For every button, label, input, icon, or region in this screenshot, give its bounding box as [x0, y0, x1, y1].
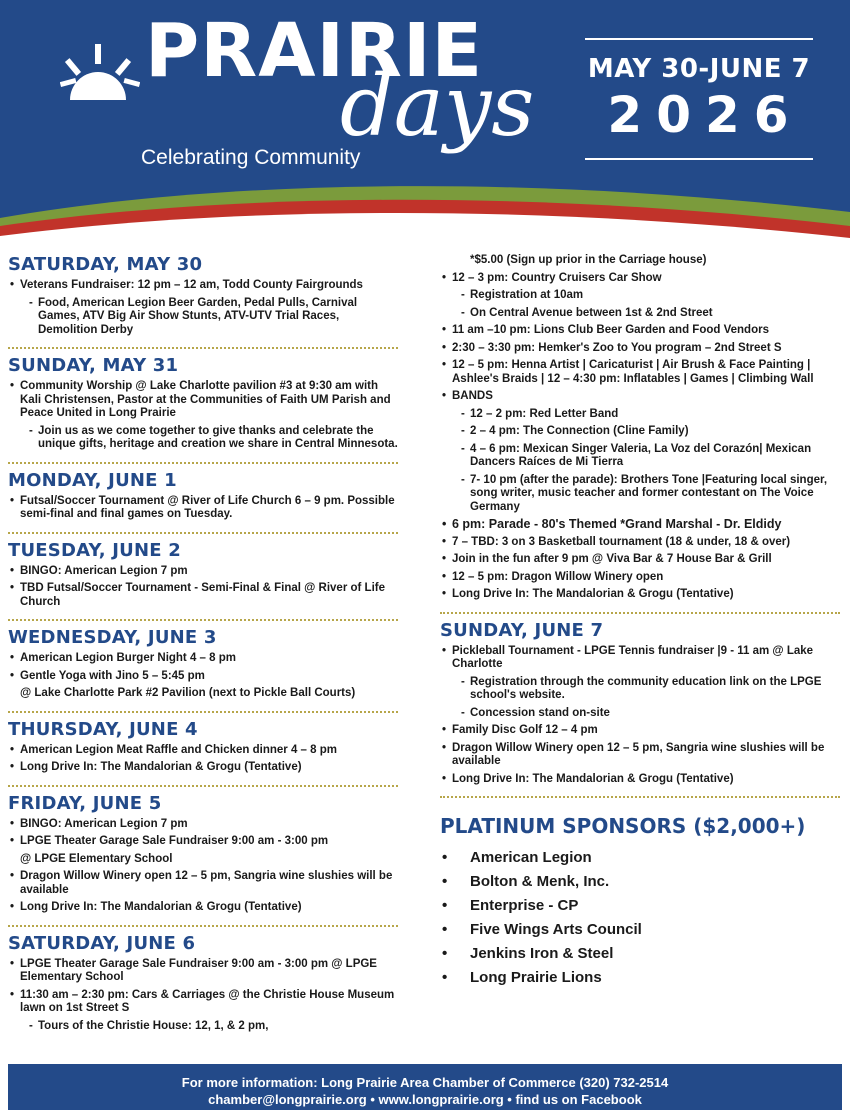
footer — [8, 1064, 842, 1110]
day-title: THURSDAY, JUNE 4 — [8, 718, 198, 740]
day-section — [8, 719, 398, 787]
day-title: SUNDAY, MAY 31 — [8, 355, 179, 376]
schedule-item: - 2 – 4 pm: The Connection (Cline Family) — [440, 425, 840, 439]
right-days — [440, 620, 840, 799]
day-section — [8, 793, 398, 927]
schedule-item: • 6 pm: Parade - 80's Themed *Grand Marshal - Dr. Eldidy — [440, 518, 840, 532]
day-title: MONDAY, JUNE 1 — [8, 469, 177, 491]
date-range: MAY 30-JUNE 7 — [587, 54, 811, 84]
schedule — [0, 248, 850, 1064]
sun-icon — [60, 42, 140, 102]
schedule-item: • BINGO: American Legion 7 pm — [8, 565, 398, 579]
day-section — [8, 254, 398, 349]
schedule-item: • American Legion Meat Raffle and Chicken dinner 4 – 8 pm — [8, 744, 398, 758]
schedule-item: • Long Drive In: The Mandalorian & Grogu (Tentative) — [8, 761, 398, 775]
sponsor-item: • Enterprise - CP — [440, 894, 840, 918]
schedule-item: • 12 – 5 pm: Henna Artist | Caricaturist | Air Brush & Face Painting | Ashlee's Braids | 12 – 4:30 pm: Inflatables | Games | Climbing Wall — [440, 359, 840, 386]
schedule-item: • Join in the fun after 9 pm @ Viva Bar & 7 House Bar & Grill — [440, 553, 840, 567]
schedule-item: - Concession stand on-site — [440, 707, 840, 721]
logo-prairie: PRAIRIE — [145, 8, 484, 94]
schedule-item: • Futsal/Soccer Tournament @ River of Life Church 6 – 9 pm. Possible semi-final and final games on Tuesday. — [8, 495, 398, 522]
day-section — [8, 933, 398, 1044]
schedule-item: - Registration through the community education link on the LPGE school's website. — [440, 676, 840, 703]
schedule-item: - 12 – 2 pm: Red Letter Band — [440, 408, 840, 422]
day-section — [8, 355, 398, 464]
schedule-item: • 12 – 3 pm: Country Cruisers Car Show — [440, 272, 840, 286]
schedule-item: • 11 am –10 pm: Lions Club Beer Garden and Food Vendors — [440, 324, 840, 338]
event-year: 2026 — [607, 86, 803, 144]
schedule-left-column — [8, 248, 398, 1049]
schedule-item: • BINGO: American Legion 7 pm — [8, 818, 398, 832]
schedule-item: • Gentle Yoga with Jino 5 – 5:45 pm — [8, 670, 398, 684]
schedule-item: • BANDS — [440, 390, 840, 404]
sponsors-title: PLATINUM SPONSORS ($2,000+) — [440, 814, 806, 838]
day-section — [8, 470, 398, 534]
schedule-item: - Food, American Legion Beer Garden, Pedal Pulls, Carnival Games, ATV Big Air Show Stunts, ATV-UTV Trial Races, Demolition Derby — [8, 297, 398, 338]
sponsor-item: • Jenkins Iron & Steel — [440, 942, 840, 966]
sponsor-item: • Bolton & Menk, Inc. — [440, 870, 840, 894]
schedule-item: @ LPGE Elementary School — [20, 852, 173, 865]
schedule-item: • 12 – 5 pm: Dragon Willow Winery open — [440, 571, 840, 585]
schedule-item: • Dragon Willow Winery open 12 – 5 pm, Sangria wine slushies will be available — [8, 870, 398, 897]
sponsor-item: • American Legion — [440, 846, 840, 870]
schedule-item: • Pickleball Tournament - LPGE Tennis fundraiser |9 - 11 am @ Lake Charlotte — [440, 645, 840, 672]
schedule-item: • Family Disc Golf 12 – 4 pm — [440, 724, 840, 738]
day-title: SATURDAY, MAY 30 — [8, 254, 203, 275]
schedule-item: • LPGE Theater Garage Sale Fundraiser 9:00 am - 3:00 pm @ LPGE Elementary School — [8, 958, 398, 985]
schedule-item: • 2:30 – 3:30 pm: Hemker's Zoo to You program – 2nd Street S — [440, 342, 840, 356]
day-title: SUNDAY, JUNE 7 — [440, 619, 604, 641]
sponsor-item: • Long Prairie Lions — [440, 966, 840, 990]
schedule-right-column — [440, 248, 840, 990]
schedule-item: • Long Drive In: The Mandalorian & Grogu (Tentative) — [440, 773, 840, 787]
day-title: TUESDAY, JUNE 2 — [8, 539, 181, 561]
day-title: WEDNESDAY, JUNE 3 — [8, 627, 217, 648]
day-title: FRIDAY, JUNE 5 — [8, 792, 162, 814]
day-title: SATURDAY, JUNE 6 — [8, 932, 196, 954]
schedule-item: - 7- 10 pm (after the parade): Brothers Tone |Featuring local singer, song writer, music teacher and former contestant on The Voice Germany — [440, 474, 840, 515]
logo-days: days — [340, 57, 535, 155]
schedule-item: - 4 – 6 pm: Mexican Singer Valeria, La Voz del Corazón| Mexican Dancers Raíces de Mi Tierra — [440, 443, 840, 470]
schedule-item: • TBD Futsal/Soccer Tournament - Semi-Final & Final @ River of Life Church — [8, 582, 398, 609]
schedule-item: • 7 – TBD: 3 on 3 Basketball tournament (18 & under, 18 & over) — [440, 536, 840, 550]
schedule-item: - Tours of the Christie House: 12, 1, & 2 pm, — [8, 1020, 398, 1034]
event-dates — [585, 38, 813, 160]
schedule-item: @ Lake Charlotte Park #2 Pavilion (next to Pickle Ball Courts) — [20, 687, 356, 699]
schedule-item: • 11:30 am – 2:30 pm: Cars & Carriages @ the Christie House Museum lawn on 1st Street S — [8, 989, 398, 1016]
sponsors-list — [440, 846, 840, 990]
schedule-item: • Long Drive In: The Mandalorian & Grogu (Tentative) — [440, 588, 840, 602]
schedule-item: • LPGE Theater Garage Sale Fundraiser 9:00 am - 3:00 pm — [8, 835, 398, 849]
schedule-item: • Long Drive In: The Mandalorian & Grogu (Tentative) — [8, 901, 398, 915]
schedule-item: • Community Worship @ Lake Charlotte pavilion #3 at 9:30 am with Kali Christensen, Pastor at the Communities of Faith UM Parish and Peace United in Long Prairie — [8, 380, 398, 421]
schedule-item: - Registration at 10am — [440, 289, 840, 303]
schedule-item: *$5.00 (Sign up prior in the Carriage house) — [470, 254, 707, 266]
sponsor-item: • Five Wings Arts Council — [440, 918, 840, 942]
tagline: Celebrating Community — [141, 146, 361, 169]
schedule-item: - On Central Avenue between 1st & 2nd Street — [440, 307, 840, 321]
schedule-item: • Dragon Willow Winery open 12 – 5 pm, Sangria wine slushies will be available — [440, 742, 840, 769]
day-section — [8, 627, 398, 713]
schedule-item: - Join us as we come together to give thanks and celebrate the unique gifts, heritage and creation we share in Central Minnesota. — [8, 425, 398, 452]
day-section — [8, 540, 398, 622]
sponsors-section — [440, 814, 840, 990]
day-section — [440, 620, 840, 799]
footer-links: chamber@longprairie.org • www.longprairie.org • find us on Facebook — [208, 1092, 642, 1107]
schedule-item: • American Legion Burger Night 4 – 8 pm — [8, 652, 398, 666]
saturday-june-6-continued — [440, 248, 840, 614]
footer-contact: For more information: Long Prairie Area Chamber of Commerce (320) 732-2514 — [181, 1075, 669, 1090]
header-banner — [0, 0, 850, 250]
schedule-item: • Veterans Fundraiser: 12 pm – 12 am, Todd County Fairgrounds — [8, 279, 398, 293]
